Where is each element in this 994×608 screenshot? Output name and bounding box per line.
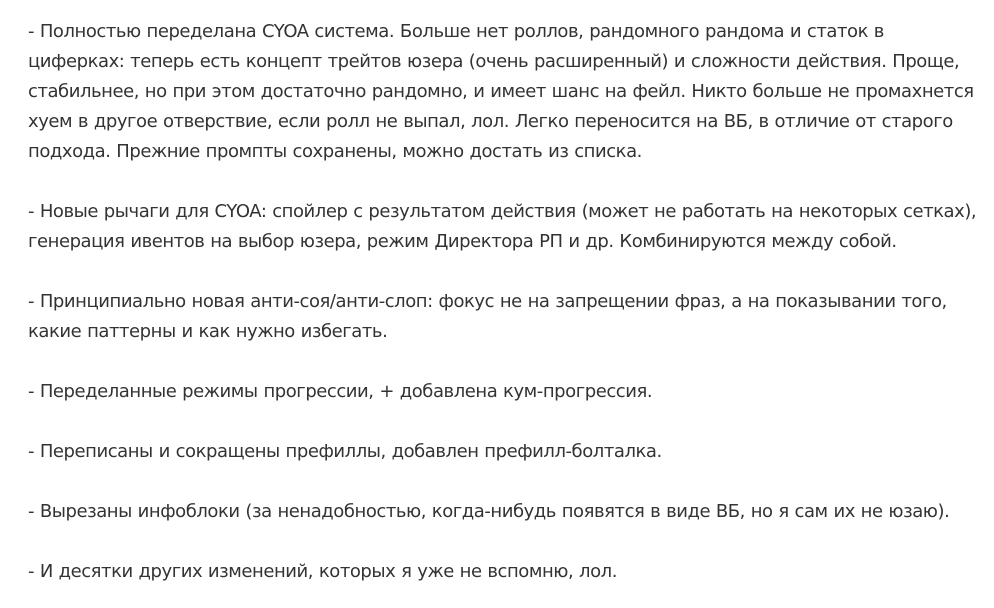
changelog-item-prefills: - Переписаны и сокращены префиллы, добавлен префилл-болталка. xyxy=(28,441,662,462)
changelog-item-anti-slop: - Принципиально новая анти-соя/анти-слоп: фокус не на запрещении фраз, а на показывании того, какие паттерны и как нужно избегать. xyxy=(28,291,947,342)
changelog-item-progression: - Переделанные режимы прогрессии, + добавлена кум-прогрессия. xyxy=(28,381,653,402)
changelog-item-other-changes: - И десятки других изменений, которых я уже не вспомню, лол. xyxy=(28,561,617,582)
changelog-document xyxy=(28,17,978,587)
changelog-item-cyoa-rework: - Полностью переделана CYOA система. Больше нет роллов, рандомного рандома и статок в циферках: теперь есть концепт трейтов юзера (очень расширенный) и сложности действия. Проще, стабильнее, но при этом достаточно рандомно, и имеет шанс на фейл. Никто больше не промахнется хуем в другое отверствие, если ролл не выпал, лол. Легко переносится на ВБ, в отличие от старого подхода. Прежние промпты сохранены, можно достать из списка. xyxy=(28,21,974,162)
changelog-item-cyoa-levers: - Новые рычаги для CYOA: спойлер с результатом действия (может не работать на некоторых сетках), генерация ивентов на выбор юзера, режим Директора РП и др. Комбинируются между собой. xyxy=(28,201,977,252)
changelog-item-infoblocks: - Вырезаны инфоблоки (за ненадобностью, когда-нибудь появятся в виде ВБ, но я сам их не юзаю). xyxy=(28,501,950,522)
